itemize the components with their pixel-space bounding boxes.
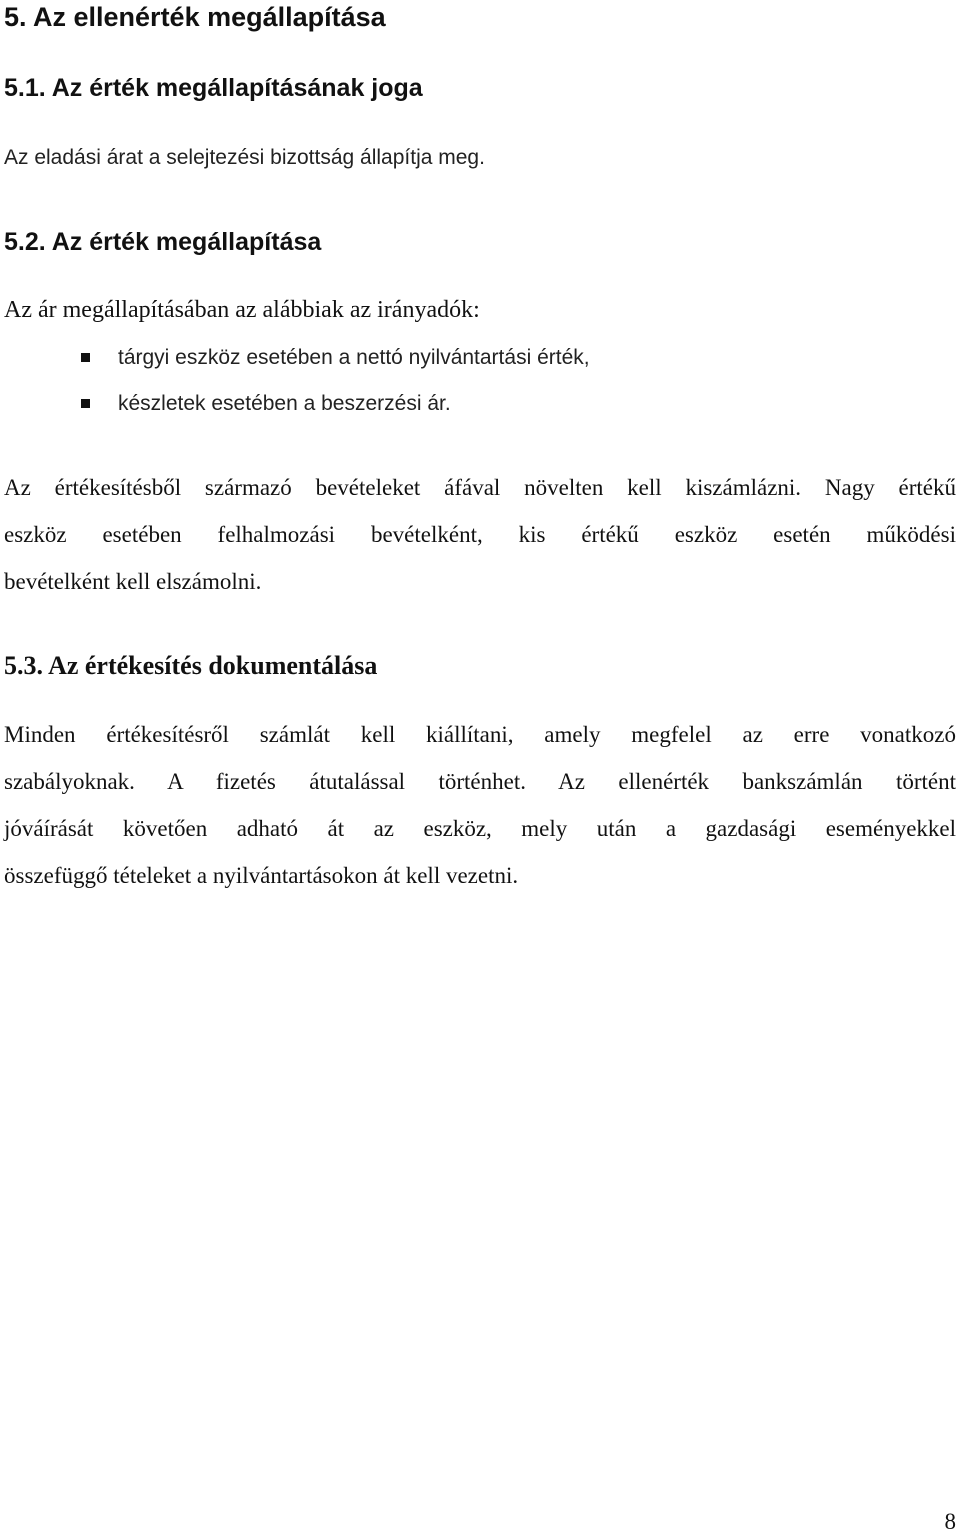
subsection-5-2-intro: Az ár megállapításában az alábbiak az irányadók: (4, 297, 480, 323)
paragraph-line: összefüggő tételeket a nyilvántartásokon át kell vezetni. (4, 863, 519, 888)
list-item-text: tárgyi eszköz esetében a nettó nyilvántartási érték, (118, 346, 590, 369)
paragraph-line: Minden értékesítésről számlát kell kiállítani, amely megfelel az erre vonatkozó (4, 722, 956, 747)
list-item-text: készletek esetében a beszerzési ár. (118, 392, 451, 415)
paragraph-line: jóváírását követően adható át az eszköz, mely után a gazdasági eseményekkel (4, 816, 956, 841)
page-number: 8 (944, 1509, 956, 1534)
subsection-heading-5-3: 5.3. Az értékesítés dokumentálása (4, 651, 378, 680)
paragraph-line: eszköz esetében felhalmozási bevételként, kis értékű eszköz esetén működési (4, 522, 956, 547)
paragraph-line: szabályoknak. A fizetés átutalással történhet. Az ellenérték bankszámlán történt (4, 769, 956, 794)
paragraph-line: Az értékesítésből származó bevételeket áfával növelten kell kiszámlázni. Nagy értékű (4, 475, 956, 500)
subsection-5-1-text: Az eladási árat a selejtezési bizottság állapítja meg. (4, 146, 485, 169)
square-bullet-icon (81, 353, 90, 362)
subsection-5-2-paragraph (4, 473, 956, 614)
list-item (78, 343, 590, 389)
criteria-list (78, 343, 590, 435)
subsection-heading-5-1: 5.1. Az érték megállapításának joga (4, 74, 423, 102)
square-bullet-icon (81, 399, 90, 408)
section-heading: 5. Az ellenérték megállapítása (4, 2, 386, 32)
paragraph-line: bevételként kell elszámolni. (4, 569, 262, 594)
subsection-5-3-paragraph (4, 720, 956, 908)
list-item (78, 389, 590, 435)
subsection-heading-5-2: 5.2. Az érték megállapítása (4, 228, 322, 256)
